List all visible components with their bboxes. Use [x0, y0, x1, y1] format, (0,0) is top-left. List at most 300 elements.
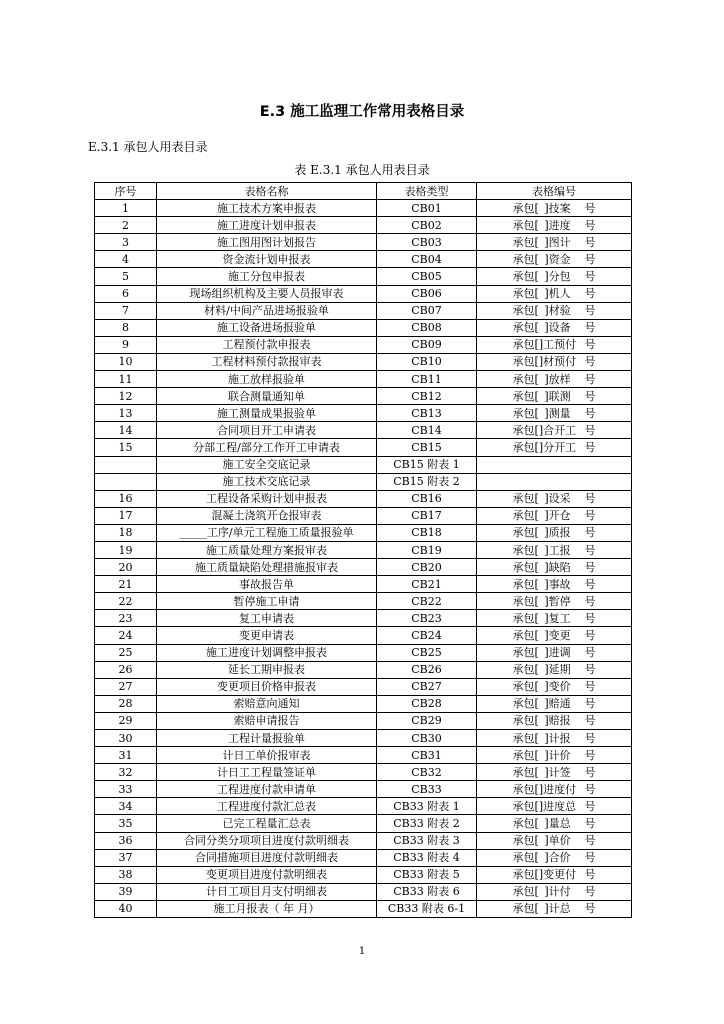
table-row — [95, 883, 632, 900]
form-code-part: ]变价 — [544, 680, 571, 694]
form-code-part: ]缺陷 — [544, 560, 571, 574]
row-number: 39 — [95, 883, 157, 900]
form-code-part: ]工报 — [544, 543, 571, 557]
form-code-part: 号 — [584, 765, 596, 779]
row-number: 25 — [95, 644, 157, 661]
row-number: 13 — [95, 405, 157, 422]
row-form-type: CB15 附表 1 — [377, 456, 477, 473]
form-code-part: 号 — [584, 782, 596, 796]
form-code-part: 承包[ — [512, 748, 539, 762]
row-form-type: CB16 — [377, 490, 477, 507]
row-form-type: CB05 — [377, 268, 477, 285]
row-number: 34 — [95, 798, 157, 815]
form-code-part: 承包[ — [512, 372, 539, 386]
form-code-part: 号 — [584, 611, 596, 625]
row-form-name: 施工技术交底记录 — [157, 473, 377, 490]
form-code-part: ]分包 — [544, 270, 571, 284]
form-code-part: ]延期 — [544, 663, 571, 677]
form-code-part: 承包[ — [512, 321, 539, 335]
row-number: 40 — [95, 900, 157, 917]
form-code-part: 号 — [584, 646, 596, 660]
section-heading: E.3 施工监理工作常用表格目录 — [259, 104, 465, 120]
form-code-part: 承包[ — [512, 270, 539, 284]
form-code-part: 号 — [584, 885, 596, 899]
row-number: 18 — [95, 524, 157, 541]
table-row — [95, 815, 632, 832]
form-code-part: 号 — [584, 423, 596, 437]
header-number: 序号 — [95, 183, 157, 200]
row-form-type: CB26 — [377, 661, 477, 678]
row-form-name: 索赔意向通知 — [157, 695, 377, 712]
form-code-part: 号 — [584, 543, 596, 557]
row-form-type: CB24 — [377, 627, 477, 644]
table-row — [95, 695, 632, 712]
subsection-heading: E.3.1 承包人用表目录 — [88, 140, 208, 154]
row-form-code — [477, 798, 632, 815]
row-form-type: CB12 — [377, 388, 477, 405]
row-form-code — [477, 559, 632, 576]
row-form-name: 材料/中间产品进场报验单 — [157, 302, 377, 319]
form-code-part: ]材验 — [544, 304, 571, 318]
row-form-name: 索赔申请报告 — [157, 712, 377, 729]
form-code-part: 承包[ — [512, 509, 539, 523]
form-code-part: 号 — [584, 902, 596, 916]
form-code-part: 承包[ — [512, 218, 539, 232]
row-form-type: CB14 — [377, 422, 477, 439]
row-form-name: 变更项目价格申报表 — [157, 678, 377, 695]
table-row — [95, 644, 632, 661]
form-code-part: 承包[ — [512, 611, 539, 625]
table-row — [95, 490, 632, 507]
row-form-type: CB33 附表 6-1 — [377, 900, 477, 917]
row-form-code — [477, 524, 632, 541]
row-form-type: CB29 — [377, 712, 477, 729]
row-form-name: 施工质量处理方案报审表 — [157, 541, 377, 558]
row-number: 35 — [95, 815, 157, 832]
row-form-type: CB33 附表 3 — [377, 832, 477, 849]
form-code-part: ]技案 — [544, 201, 571, 215]
row-form-type: CB10 — [377, 353, 477, 370]
row-form-type: CB33 — [377, 781, 477, 798]
row-form-code — [477, 422, 632, 439]
row-form-name: 暂停施工申请 — [157, 593, 377, 610]
form-code-part: 号 — [584, 287, 596, 301]
contractor-forms-table — [94, 182, 632, 918]
form-code-part: ]变更付 — [538, 868, 577, 882]
table-row — [95, 371, 632, 388]
row-form-type: CB18 — [377, 524, 477, 541]
row-number: 8 — [95, 319, 157, 336]
row-form-type: CB22 — [377, 593, 477, 610]
form-code-part: ]复工 — [544, 611, 571, 625]
row-form-name: 工程材料预付款报审表 — [157, 353, 377, 370]
row-number: 22 — [95, 593, 157, 610]
row-form-name: 施工月报表（ 年 月） — [157, 900, 377, 917]
row-form-code — [477, 507, 632, 524]
row-form-code — [477, 473, 632, 490]
form-code-part: 承包[ — [512, 902, 539, 916]
form-code-part: ]质报 — [544, 526, 571, 540]
table-row — [95, 405, 632, 422]
row-form-code — [477, 832, 632, 849]
row-form-name: 施工放样报验单 — [157, 371, 377, 388]
form-code-part: ]计总 — [544, 902, 571, 916]
row-form-type: CB33 附表 1 — [377, 798, 477, 815]
row-form-code — [477, 900, 632, 917]
form-code-part: ]进度总 — [538, 799, 577, 813]
form-code-part: ]设备 — [544, 321, 571, 335]
form-code-part: 承包[ — [512, 765, 539, 779]
form-code-part: 承包[ — [512, 868, 539, 882]
row-form-name: 施工质量缺陷处理措施报审表 — [157, 559, 377, 576]
row-form-name: 合同措施项目进度付款明细表 — [157, 849, 377, 866]
table-row — [95, 268, 632, 285]
form-code-part: ]进度付 — [538, 782, 577, 796]
header-form-code: 表格编号 — [477, 183, 632, 200]
form-code-part: 承包[ — [512, 782, 539, 796]
form-code-part: 号 — [584, 526, 596, 540]
row-form-code — [477, 593, 632, 610]
form-code-part: 承包[ — [512, 526, 539, 540]
form-code-part: ]合价 — [544, 851, 571, 865]
row-number — [95, 456, 157, 473]
header-form-name: 表格名称 — [157, 183, 377, 200]
row-form-code — [477, 541, 632, 558]
form-code-part: 号 — [584, 321, 596, 335]
row-form-code — [477, 678, 632, 695]
row-form-code — [477, 319, 632, 336]
row-form-code — [477, 200, 632, 217]
form-code-part: ]计付 — [544, 885, 571, 899]
row-form-name: 工程进度付款申请单 — [157, 781, 377, 798]
table-row — [95, 217, 632, 234]
row-form-code — [477, 302, 632, 319]
table-row — [95, 764, 632, 781]
row-number: 6 — [95, 285, 157, 302]
form-code-part: ]分开工 — [538, 440, 577, 454]
row-form-code — [477, 644, 632, 661]
form-code-part: ]联测 — [544, 389, 571, 403]
form-code-part: 承包[ — [512, 577, 539, 591]
row-form-type: CB27 — [377, 678, 477, 695]
row-form-type: CB03 — [377, 234, 477, 251]
form-code-part: 承包[ — [512, 543, 539, 557]
row-form-type: CB15 附表 2 — [377, 473, 477, 490]
row-number: 32 — [95, 764, 157, 781]
row-form-type: CB04 — [377, 251, 477, 268]
row-form-code — [477, 439, 632, 456]
row-number: 28 — [95, 695, 157, 712]
row-form-type: CB33 附表 6 — [377, 883, 477, 900]
row-form-type: CB33 附表 2 — [377, 815, 477, 832]
form-code-part: 承包[ — [512, 817, 539, 831]
table-row — [95, 251, 632, 268]
form-code-part: 号 — [584, 235, 596, 249]
form-code-part: ]工预付 — [538, 338, 577, 352]
form-code-part: 号 — [584, 663, 596, 677]
row-form-code — [477, 490, 632, 507]
row-form-type: CB02 — [377, 217, 477, 234]
table-row — [95, 473, 632, 490]
form-code-part: ]赔通 — [544, 697, 571, 711]
form-code-part: 号 — [584, 817, 596, 831]
form-code-part: 号 — [584, 304, 596, 318]
row-number: 4 — [95, 251, 157, 268]
row-number: 36 — [95, 832, 157, 849]
form-code-part: ]计价 — [544, 748, 571, 762]
table-row — [95, 507, 632, 524]
row-number: 29 — [95, 712, 157, 729]
row-form-code — [477, 456, 632, 473]
row-form-type: CB11 — [377, 371, 477, 388]
row-form-code — [477, 217, 632, 234]
form-code-part: 承包[ — [512, 287, 539, 301]
header-form-type: 表格类型 — [377, 183, 477, 200]
form-code-part: 承包[ — [512, 560, 539, 574]
row-form-code — [477, 371, 632, 388]
form-code-part: 承包[ — [512, 799, 539, 813]
form-code-part: 承包[ — [512, 235, 539, 249]
form-code-part: ]设采 — [544, 492, 571, 506]
table-row — [95, 439, 632, 456]
form-code-part: 承包[ — [512, 851, 539, 865]
form-code-part: 承包[ — [512, 628, 539, 642]
form-code-part: 号 — [584, 252, 596, 266]
table-row — [95, 302, 632, 319]
form-code-part: ]资金 — [544, 252, 571, 266]
row-form-code — [477, 285, 632, 302]
row-form-type: CB21 — [377, 576, 477, 593]
form-code-part: ]机人 — [544, 287, 571, 301]
row-number: 38 — [95, 866, 157, 883]
row-number: 1 — [95, 200, 157, 217]
row-number: 37 — [95, 849, 157, 866]
row-form-type: CB33 附表 4 — [377, 849, 477, 866]
table-row — [95, 747, 632, 764]
form-code-part: 号 — [584, 851, 596, 865]
form-code-part: 承包[ — [512, 304, 539, 318]
table-row — [95, 576, 632, 593]
row-form-name: 工程进度付款汇总表 — [157, 798, 377, 815]
form-code-part: 号 — [584, 868, 596, 882]
table-row — [95, 781, 632, 798]
row-form-type: CB20 — [377, 559, 477, 576]
row-form-code — [477, 627, 632, 644]
form-code-part: 号 — [584, 748, 596, 762]
row-number: 10 — [95, 353, 157, 370]
row-form-code — [477, 883, 632, 900]
table-row — [95, 285, 632, 302]
table-row — [95, 849, 632, 866]
form-code-part: 承包[ — [512, 389, 539, 403]
row-form-code — [477, 747, 632, 764]
row-form-code — [477, 353, 632, 370]
row-form-code — [477, 336, 632, 353]
row-form-name: 变更项目进度付款明细表 — [157, 866, 377, 883]
form-code-part: ]赔报 — [544, 714, 571, 728]
table-row — [95, 661, 632, 678]
form-code-part: 承包[ — [512, 423, 539, 437]
form-code-part: 号 — [584, 577, 596, 591]
table-row — [95, 336, 632, 353]
table-row — [95, 798, 632, 815]
row-number: 15 — [95, 439, 157, 456]
row-form-type: CB17 — [377, 507, 477, 524]
table-row — [95, 234, 632, 251]
row-form-name: 计日工项目月支付明细表 — [157, 883, 377, 900]
form-code-part: ]单价 — [544, 834, 571, 848]
page-number: 1 — [358, 946, 366, 957]
form-code-part: 号 — [584, 834, 596, 848]
form-code-part: 号 — [584, 406, 596, 420]
row-form-name: 施工进度计划申报表 — [157, 217, 377, 234]
row-number: 19 — [95, 541, 157, 558]
row-form-type: CB01 — [377, 200, 477, 217]
table-row — [95, 200, 632, 217]
form-code-part: 承包[ — [512, 834, 539, 848]
row-number: 31 — [95, 747, 157, 764]
form-code-part: 号 — [584, 697, 596, 711]
row-form-code — [477, 610, 632, 627]
row-number: 9 — [95, 336, 157, 353]
row-form-name: 事故报告单 — [157, 576, 377, 593]
row-form-name: 延长工期申报表 — [157, 661, 377, 678]
row-form-code — [477, 251, 632, 268]
row-form-code — [477, 661, 632, 678]
table-row — [95, 353, 632, 370]
row-form-code — [477, 576, 632, 593]
row-form-code — [477, 764, 632, 781]
row-form-type: CB07 — [377, 302, 477, 319]
form-code-part: 承包[ — [512, 646, 539, 660]
row-form-name: 施工图用图计划报告 — [157, 234, 377, 251]
form-code-part: 号 — [584, 355, 596, 369]
form-code-part: 号 — [584, 628, 596, 642]
form-code-part: 号 — [584, 594, 596, 608]
form-code-part: ]计签 — [544, 765, 571, 779]
table-row — [95, 541, 632, 558]
form-code-part: 承包[ — [512, 492, 539, 506]
table-row — [95, 559, 632, 576]
row-number: 3 — [95, 234, 157, 251]
table-row — [95, 524, 632, 541]
row-form-code — [477, 405, 632, 422]
table-row — [95, 593, 632, 610]
row-form-name: 计日工工程量签证单 — [157, 764, 377, 781]
form-code-part: ]变更 — [544, 628, 571, 642]
table-row — [95, 627, 632, 644]
form-code-part: 号 — [584, 338, 596, 352]
row-form-code — [477, 268, 632, 285]
table-row — [95, 730, 632, 747]
row-form-code — [477, 815, 632, 832]
form-code-part: ]放样 — [544, 372, 571, 386]
row-form-name: 变更申请表 — [157, 627, 377, 644]
form-code-part: 号 — [584, 372, 596, 386]
table-row — [95, 319, 632, 336]
row-form-name: 联合测量通知单 — [157, 388, 377, 405]
row-form-name: 资金流计划申报表 — [157, 251, 377, 268]
row-form-name: 施工测量成果报验单 — [157, 405, 377, 422]
form-code-part: ]图计 — [544, 235, 571, 249]
form-code-part: 承包[ — [512, 663, 539, 677]
row-form-name: 计日工单价报审表 — [157, 747, 377, 764]
row-form-name: 复工申请表 — [157, 610, 377, 627]
row-form-code — [477, 695, 632, 712]
row-form-code — [477, 730, 632, 747]
row-form-name: 合同项目开工申请表 — [157, 422, 377, 439]
row-form-type: CB13 — [377, 405, 477, 422]
form-code-part: ]量总 — [544, 817, 571, 831]
row-form-name: _____工序/单元工程施工质量报验单 — [157, 524, 377, 541]
row-form-name: 施工设备进场报验单 — [157, 319, 377, 336]
form-code-part: ]开仓 — [544, 509, 571, 523]
table-row — [95, 388, 632, 405]
form-code-part: ]合开工 — [538, 423, 577, 437]
row-number: 26 — [95, 661, 157, 678]
row-form-type: CB32 — [377, 764, 477, 781]
form-code-part: 承包[ — [512, 355, 539, 369]
row-form-name: 已完工程量汇总表 — [157, 815, 377, 832]
row-form-code — [477, 866, 632, 883]
table-row — [95, 712, 632, 729]
form-code-part: ]计报 — [544, 731, 571, 745]
row-form-type: CB19 — [377, 541, 477, 558]
row-number: 14 — [95, 422, 157, 439]
form-code-part: 承包[ — [512, 252, 539, 266]
form-code-part: 承包[ — [512, 731, 539, 745]
form-code-part: 承包[ — [512, 201, 539, 215]
form-code-part: ]进调 — [544, 646, 571, 660]
form-code-part: 号 — [584, 714, 596, 728]
form-code-part: 承包[ — [512, 714, 539, 728]
row-form-name: 合同分类分项项目进度付款明细表 — [157, 832, 377, 849]
row-number: 16 — [95, 490, 157, 507]
form-code-part: 承包[ — [512, 594, 539, 608]
form-code-part: 号 — [584, 492, 596, 506]
row-form-name: 分部工程/部分工作开工申请表 — [157, 439, 377, 456]
row-form-code — [477, 712, 632, 729]
row-form-type: CB25 — [377, 644, 477, 661]
row-form-name: 施工分包申报表 — [157, 268, 377, 285]
row-form-name: 现场组织机构及主要人员报审表 — [157, 285, 377, 302]
row-number: 23 — [95, 610, 157, 627]
row-number: 21 — [95, 576, 157, 593]
form-code-part: 承包[ — [512, 697, 539, 711]
row-form-type: CB09 — [377, 336, 477, 353]
row-number — [95, 473, 157, 490]
form-code-part: 承包[ — [512, 440, 539, 454]
form-code-part: 承包[ — [512, 338, 539, 352]
row-form-type: CB06 — [377, 285, 477, 302]
form-code-part: 号 — [584, 440, 596, 454]
form-code-part: ]暂停 — [544, 594, 571, 608]
row-form-type: CB15 — [377, 439, 477, 456]
table-row — [95, 422, 632, 439]
form-code-part: 号 — [584, 731, 596, 745]
row-form-type: CB33 附表 5 — [377, 866, 477, 883]
form-code-part: 承包[ — [512, 406, 539, 420]
row-form-name: 工程设备采购计划申报表 — [157, 490, 377, 507]
row-number: 30 — [95, 730, 157, 747]
row-form-code — [477, 781, 632, 798]
table-row — [95, 456, 632, 473]
form-code-part: 号 — [584, 799, 596, 813]
row-form-name: 施工安全交底记录 — [157, 456, 377, 473]
row-form-name: 施工进度计划调整申报表 — [157, 644, 377, 661]
table-row — [95, 678, 632, 695]
row-form-code — [477, 388, 632, 405]
